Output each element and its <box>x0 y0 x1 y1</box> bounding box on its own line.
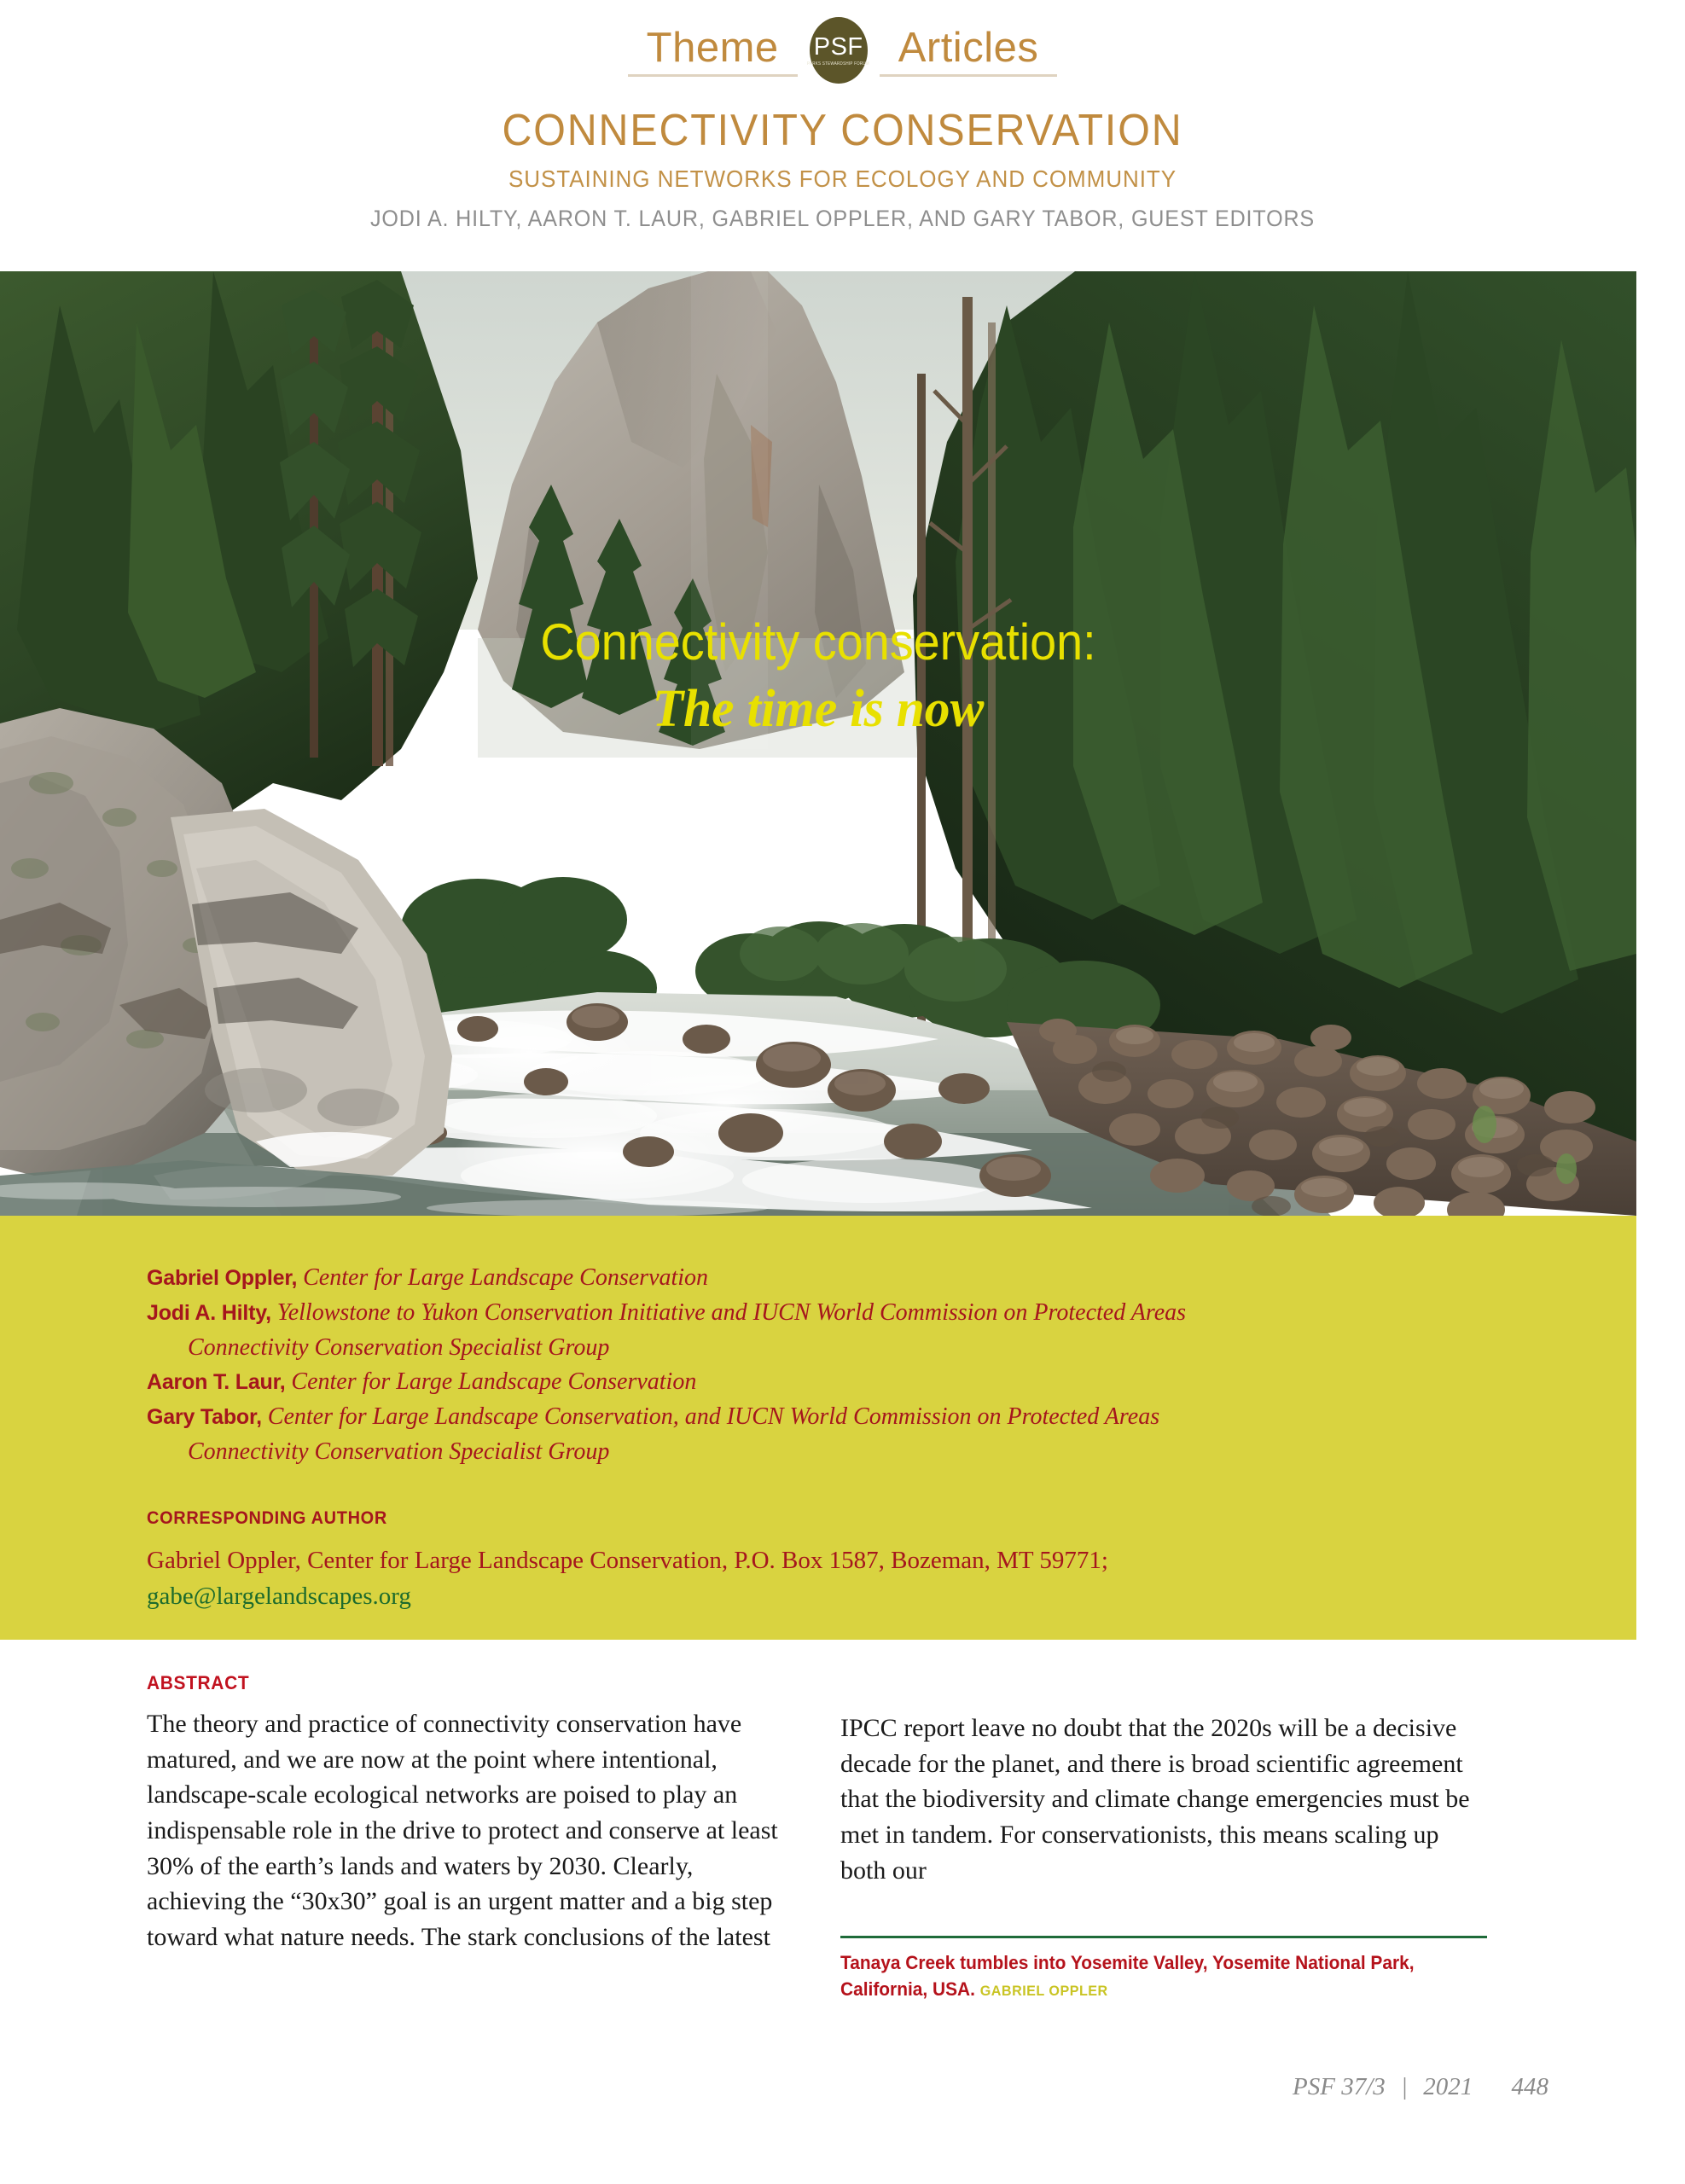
article-body <box>0 1640 1685 2184</box>
theme-subtitle: SUSTAINING NETWORKS FOR ECOLOGY AND COMMUNITY <box>508 165 1177 192</box>
footer-journal: PSF <box>1293 2073 1335 2100</box>
author-affiliation: Yellowstone to Yukon Conservation Initiative and IUCN World Commission on Protected Areas <box>276 1298 1187 1326</box>
footer-year: 2021 <box>1423 2073 1473 2100</box>
footer-page-number: 448 <box>1511 2073 1548 2100</box>
author-affiliation-continuation: Connectivity Conservation Specialist Group <box>188 1333 610 1361</box>
caption-photo-credit: GABRIEL OPPLER <box>979 1983 1108 2000</box>
corresponding-author-heading: CORRESPONDING AUTHOR <box>147 1507 387 1528</box>
corresponding-author-address: Gabriel Oppler, Center for Large Landscape Conservation, P.O. Box 1587, Bozeman, MT 59771; <box>147 1546 1108 1574</box>
abstract-text-right: IPCC report leave no doubt that the 2020s will be a decisive decade for the planet, and there is broad scientific agreement that the biodiversity and climate change emergencies must be met in tandem. For conservationists, this means scaling up both our <box>840 1714 1470 1885</box>
footer-volume: 37/3 <box>1341 2073 1386 2100</box>
psf-logo-subtext: PARKS STEWARDSHIP FORUM <box>807 61 870 67</box>
theme-editors: JODI A. HILTY, AARON T. LAUR, GABRIEL OPPLER, AND GARY TABOR, GUEST EDITORS <box>369 205 1316 231</box>
abstract-column-left <box>147 1672 778 1955</box>
author-entry <box>147 1260 1636 1295</box>
caption-sentence: Tanaya Creek tumbles into Yosemite Valley, Yosemite National Park, California, USA. <box>840 1952 1415 2001</box>
kicker-theme: Theme <box>628 27 798 77</box>
author-entry <box>147 1295 1636 1330</box>
author-affiliation: Center for Large Landscape Conservation, and IUCN World Commission on Protected Areas <box>267 1403 1160 1430</box>
psf-logo <box>807 17 870 84</box>
cover-photo <box>0 271 1636 1216</box>
author-name: Aaron T. Laur, <box>147 1370 286 1395</box>
psf-logo-letters: PSF <box>813 32 863 61</box>
kicker-articles: Articles <box>880 27 1058 77</box>
author-affiliation: Center for Large Landscape Conservation <box>303 1264 709 1291</box>
abstract-heading: ABSTRACT <box>147 1672 250 1693</box>
footer-separator: | <box>1401 2073 1408 2100</box>
theme-title: CONNECTIVITY CONSERVATION <box>502 106 1183 155</box>
author-affiliation: Center for Large Landscape Conservation <box>291 1368 697 1396</box>
cover-photo-illustration <box>0 271 1636 1216</box>
author-affiliation-block <box>0 1216 1636 1640</box>
kicker-row <box>0 12 1685 89</box>
author-name: Jodi A. Hilty, <box>147 1300 271 1325</box>
corresponding-author-email[interactable]: gabe@largelandscapes.org <box>147 1583 411 1611</box>
abstract-column-right <box>840 1672 1472 1888</box>
masthead <box>0 0 1685 230</box>
page-footer <box>0 2073 1685 2101</box>
author-name: Gary Tabor, <box>147 1405 262 1429</box>
abstract-text-left: The theory and practice of connectivity conservation have matured, and we are now at the point where intentional, landscape-scale ecological networks are poised to play an indispensable role in the drive to protect and conserve at least 30% of the earth’s lands and waters by 2030. Clearly, achieving the “30x30” goal is an urgent matter and a big step toward what nature needs. The stark conclusions of the latest <box>147 1710 778 1952</box>
author-entry <box>147 1364 1636 1399</box>
photo-caption-block <box>840 1936 1487 2002</box>
author-name: Gabriel Oppler, <box>147 1266 298 1290</box>
author-affiliation-continuation: Connectivity Conservation Specialist Group <box>188 1438 610 1465</box>
cover-title-line1: Connectivity conservation: <box>540 613 1096 671</box>
author-entry <box>147 1399 1636 1434</box>
caption-text <box>840 1949 1455 2002</box>
caption-rule <box>840 1936 1487 1938</box>
cover-title-line2: The time is now <box>652 680 985 738</box>
